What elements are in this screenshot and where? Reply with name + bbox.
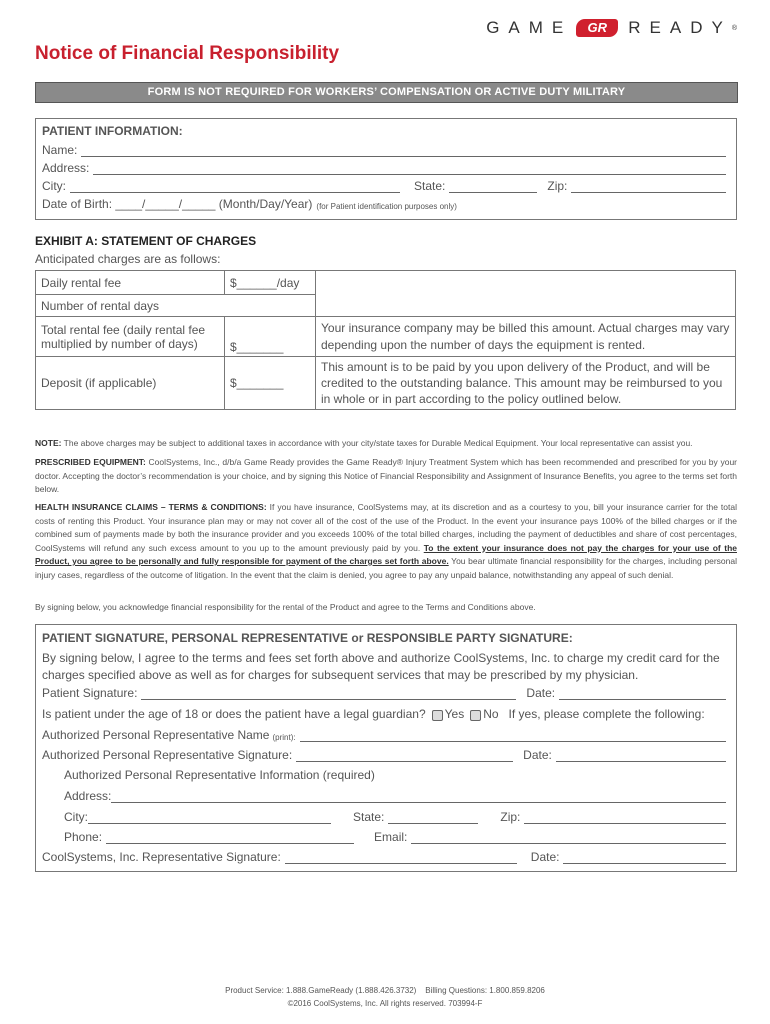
note-label: NOTE: — [35, 438, 62, 448]
prescribed-label: PRESCRIBED EQUIPMENT: — [35, 457, 146, 467]
name-label: Name: — [42, 143, 78, 157]
minor-question: Is patient under the age of 18 or does the patient have a legal guardian? — [42, 707, 426, 721]
rep-city-label: City: — [64, 810, 88, 824]
address-label: Address: — [42, 161, 90, 175]
footer-contact: Product Service: 1.888.GameReady (1.888.426.3732) Billing Questions: 1.800.859.8206 — [225, 986, 545, 995]
rep-date-field[interactable] — [556, 749, 726, 762]
state-field[interactable] — [449, 180, 537, 193]
charges-table — [35, 270, 736, 410]
patient-info-heading: PATIENT INFORMATION: — [42, 124, 183, 138]
rep-city-field[interactable] — [88, 811, 331, 824]
rep-phone-field[interactable] — [106, 831, 354, 844]
rep-signature-field[interactable] — [296, 749, 513, 762]
patient-info-box — [35, 118, 737, 220]
note-text: The above charges may be subject to additional taxes in accordance with your city/state taxes for Durable Medical Equipment. Your local representative can assist you. — [61, 438, 693, 448]
note-paragraph — [35, 437, 737, 451]
rep-email-label: Email: — [374, 830, 408, 844]
charge-label: Deposit (if applicable) — [36, 357, 225, 410]
coolsystems-date-field[interactable] — [563, 851, 726, 864]
rep-signature-label: Authorized Personal Representative Signature: — [42, 748, 293, 762]
exhibit-heading: EXHIBIT A: STATEMENT OF CHARGES — [35, 234, 257, 248]
charge-note — [316, 271, 736, 317]
date-label: Date: — [530, 850, 560, 864]
rep-state-field[interactable] — [388, 811, 478, 824]
zip-field[interactable] — [571, 180, 726, 193]
signature-intro: By signing below, I agree to the terms and fees set forth above and authorize CoolSystems, Inc. to charge my credit card for the charges specified above as well as for charges for subsequent services that may be prescribed by my physician. — [42, 651, 720, 682]
charge-note: This amount is to be paid by you upon delivery of the Product, and will be credited to the outstanding balance. This amount may be reimbursed to you in whole or in part according to the policy outlined below. — [316, 357, 736, 410]
address-field[interactable] — [93, 162, 726, 175]
yes-label: Yes — [444, 707, 465, 721]
insurance-underlined: To the extent your insurance does not pay the charges for your use of the Product, you agree to be personally and fully responsible for payment of the charges set forth above. — [35, 542, 737, 566]
logo-right-text: READY — [628, 18, 732, 37]
no-label: No — [483, 707, 499, 721]
signature-heading: PATIENT SIGNATURE, PERSONAL REPRESENTATIVE or RESPONSIBLE PARTY SIGNATURE: — [42, 631, 573, 645]
prescribed-text: CoolSystems, Inc., d/b/a Game Ready provides the Game Ready® Injury Treatment System which has been recommended and prescribed for you by your doctor. Accepting the doctor’s recommendation is your choice, and by signing this Notice of Financial Responsibility and Assignment of Insurance Benefits, you agree to the terms set forth below. — [35, 457, 737, 494]
patient-signature-label: Patient Signature: — [42, 686, 138, 700]
no-checkbox[interactable] — [470, 710, 481, 721]
acknowledge-paragraph: By signing below, you acknowledge financial responsibility for the rental of the Product and agree to the Terms and Conditions above. — [35, 602, 536, 612]
rep-info-label: Authorized Personal Representative Information (required) — [64, 768, 375, 782]
charge-amount[interactable]: $______/day — [225, 271, 316, 295]
rep-zip-field[interactable] — [524, 811, 726, 824]
rep-zip-label: Zip: — [500, 810, 521, 824]
rep-phone-label: Phone: — [64, 830, 103, 844]
zip-label: Zip: — [547, 179, 568, 193]
prescribed-paragraph — [35, 456, 737, 497]
rep-name-field[interactable] — [300, 729, 726, 742]
insurance-tail: You bear ultimate financial responsibility for the charges, including personal injury cases, regardless of the outcome of litigation. In the event that the claim is denied, you agree to pay any unpaid balance, notwithstanding any appeal of such denial. — [35, 556, 737, 580]
page-title: Notice of Financial Responsibility — [35, 43, 340, 64]
city-field[interactable] — [70, 180, 400, 193]
insurance-label: HEALTH INSURANCE CLAIMS – TERMS & CONDITIONS: — [35, 502, 267, 512]
minor-follow-up: If yes, please complete the following: — [508, 707, 705, 721]
coolsystems-signature-label: CoolSystems, Inc. Representative Signature: — [42, 850, 281, 864]
table-row — [36, 271, 736, 295]
date-label: Date: — [523, 748, 552, 762]
yes-checkbox[interactable] — [432, 710, 443, 721]
rep-name-label: Authorized Personal Representative Name — [42, 728, 270, 742]
table-row — [36, 317, 736, 357]
logo-registered: ® — [731, 24, 737, 32]
logo-mark-icon: GR — [576, 19, 618, 37]
state-label: State: — [414, 179, 446, 193]
game-ready-logo — [486, 18, 737, 38]
charge-note: Your insurance company may be billed this amount. Actual charges may vary depending upon the number of days the equipment is rented. — [316, 317, 736, 357]
name-field[interactable] — [81, 144, 726, 157]
logo-left-text: GAME — [486, 18, 573, 37]
rep-address-field[interactable] — [111, 790, 726, 803]
date-label: Date: — [526, 686, 556, 700]
exemption-banner: FORM IS NOT REQUIRED FOR WORKERS’ COMPENSATION OR ACTIVE DUTY MILITARY — [35, 82, 738, 103]
charge-label: Total rental fee (daily rental fee multiplied by number of days) — [36, 317, 225, 357]
charge-label: Daily rental fee — [36, 271, 225, 295]
table-row — [36, 357, 736, 410]
insurance-text: If you have insurance, CoolSystems may, at its discretion and as a courtesy to you, bill your insurance carrier for the total costs of renting this Product. Your insurance plan may or may not cover all of the cost of the use of the Product. In the event your insurance pays 100% of the billed charges or if the combined sum of payments made by both the insurance provider and you exceeds 100% of the total billed charges, including the payment of deductibles and share of cost percentages, CoolSystems will refund any such excess amount to you up to the amount previously paid by you. — [35, 502, 737, 553]
charge-amount[interactable]: $_______ — [225, 357, 316, 410]
dob-note: (for Patient identification purposes only) — [316, 202, 457, 211]
city-label: City: — [42, 179, 66, 193]
charge-label: Number of rental days — [36, 295, 316, 317]
rep-email-field[interactable] — [411, 831, 726, 844]
patient-date-field[interactable] — [559, 687, 726, 700]
dob-field[interactable]: Date of Birth: ____/_____/_____ (Month/Day/Year) — [42, 197, 313, 211]
signature-box — [35, 624, 737, 872]
charge-amount[interactable]: $_______ — [225, 317, 316, 357]
coolsystems-signature-field[interactable] — [285, 851, 517, 864]
insurance-paragraph — [35, 501, 737, 582]
patient-signature-field[interactable] — [141, 687, 516, 700]
exhibit-intro: Anticipated charges are as follows: — [35, 252, 221, 266]
rep-state-label: State: — [353, 810, 385, 824]
rep-name-note: (print): — [272, 733, 296, 742]
footer-copyright: ©2016 CoolSystems, Inc. All rights reserved. 703994-F — [287, 999, 483, 1008]
rep-address-label: Address: — [64, 789, 112, 803]
